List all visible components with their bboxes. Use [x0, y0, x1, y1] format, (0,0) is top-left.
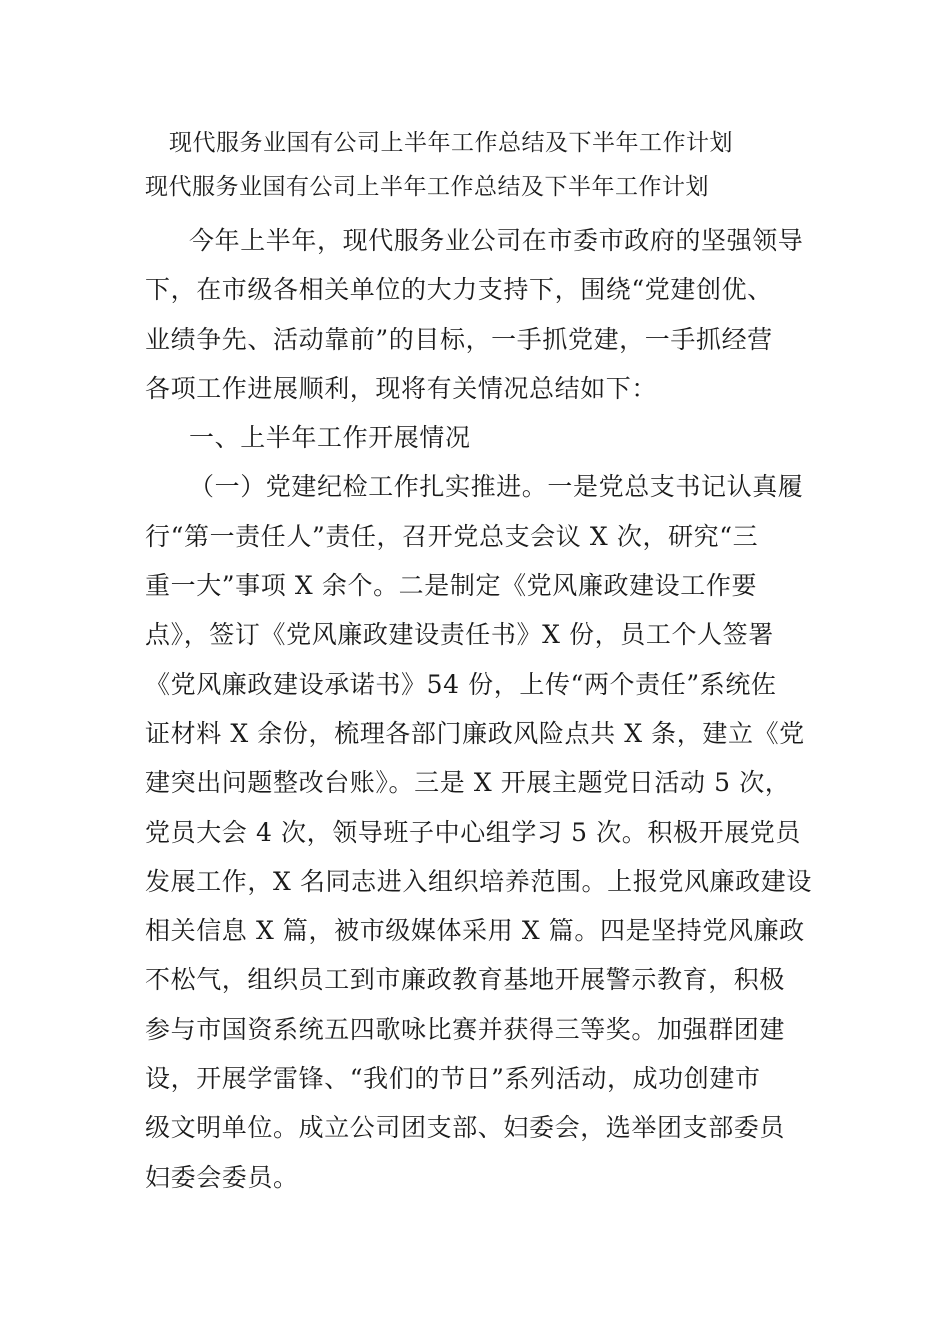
paragraph-line: 设，开展学雷锋、“我们的节日”系列活动，成功创建市: [145, 1064, 761, 1094]
paragraph-line: 发展工作，X 名同志进入组织培养范围。上报党风廉政建设: [145, 866, 812, 896]
paragraph-line: 下，在市级各相关单位的大力支持下，围绕“党建创优、: [145, 275, 773, 305]
document-body: [145, 128, 810, 1202]
document-title-line-2: 现代服务业国有公司上半年工作总结及下半年工作计划: [145, 174, 709, 200]
paragraph-line: 重一大”事项 X 余个。二是制定《党风廉政建设工作要: [145, 571, 758, 601]
paragraph-line: 今年上半年，现代服务业公司在市委市政府的坚强领导: [189, 226, 804, 255]
document-title-line-1: 现代服务业国有公司上半年工作总结及下半年工作计划: [169, 130, 733, 156]
paragraph-line: 各项工作进展顺利，现将有关情况总结如下：: [145, 373, 658, 403]
paragraph-line: 相关信息 X 篇，被市级媒体采用 X 篇。四是坚持党风廉政: [145, 916, 805, 946]
sub-section-paragraph: [145, 462, 810, 1201]
paragraph-line: 建突出问题整改台账》。三是 X 开展主题党日活动 5 次，: [145, 768, 791, 798]
paragraph-line: 点》，签订《党风廉政建设责任书》X 份，员工个人签署: [145, 620, 774, 650]
intro-paragraph: [145, 216, 810, 413]
paragraph-line: 业绩争先、活动靠前”的目标，一手抓党建，一手抓经营: [145, 324, 773, 354]
section-heading: 一、上半年工作开展情况: [189, 423, 471, 453]
paragraph-line: 参与市国资系统五四歌咏比赛并获得三等奖。加强群团建: [145, 1014, 786, 1044]
paragraph-line: （一）党建纪检工作扎实推进。一是党总支书记认真履: [189, 472, 804, 502]
paragraph-line: 党员大会 4 次，领导班子中心组学习 5 次。积极开展党员: [145, 817, 802, 847]
paragraph-line: 级文明单位。成立公司团支部、妇委会，选举团支部委员: [145, 1113, 786, 1143]
paragraph-line: 行“第一责任人”责任，召开党总支会议 X 次，研究“三: [145, 521, 759, 551]
paragraph-line: 《党风廉政建设承诺书》54 份，上传“两个责任”系统佐: [145, 669, 777, 699]
paragraph-line: 妇委会委员。: [145, 1162, 299, 1192]
paragraph-line: 不松气，组织员工到市廉政教育基地开展警示教育，积极: [145, 965, 786, 995]
paragraph-line: 证材料 X 余份，梳理各部门廉政风险点共 X 条，建立《党: [145, 718, 805, 748]
